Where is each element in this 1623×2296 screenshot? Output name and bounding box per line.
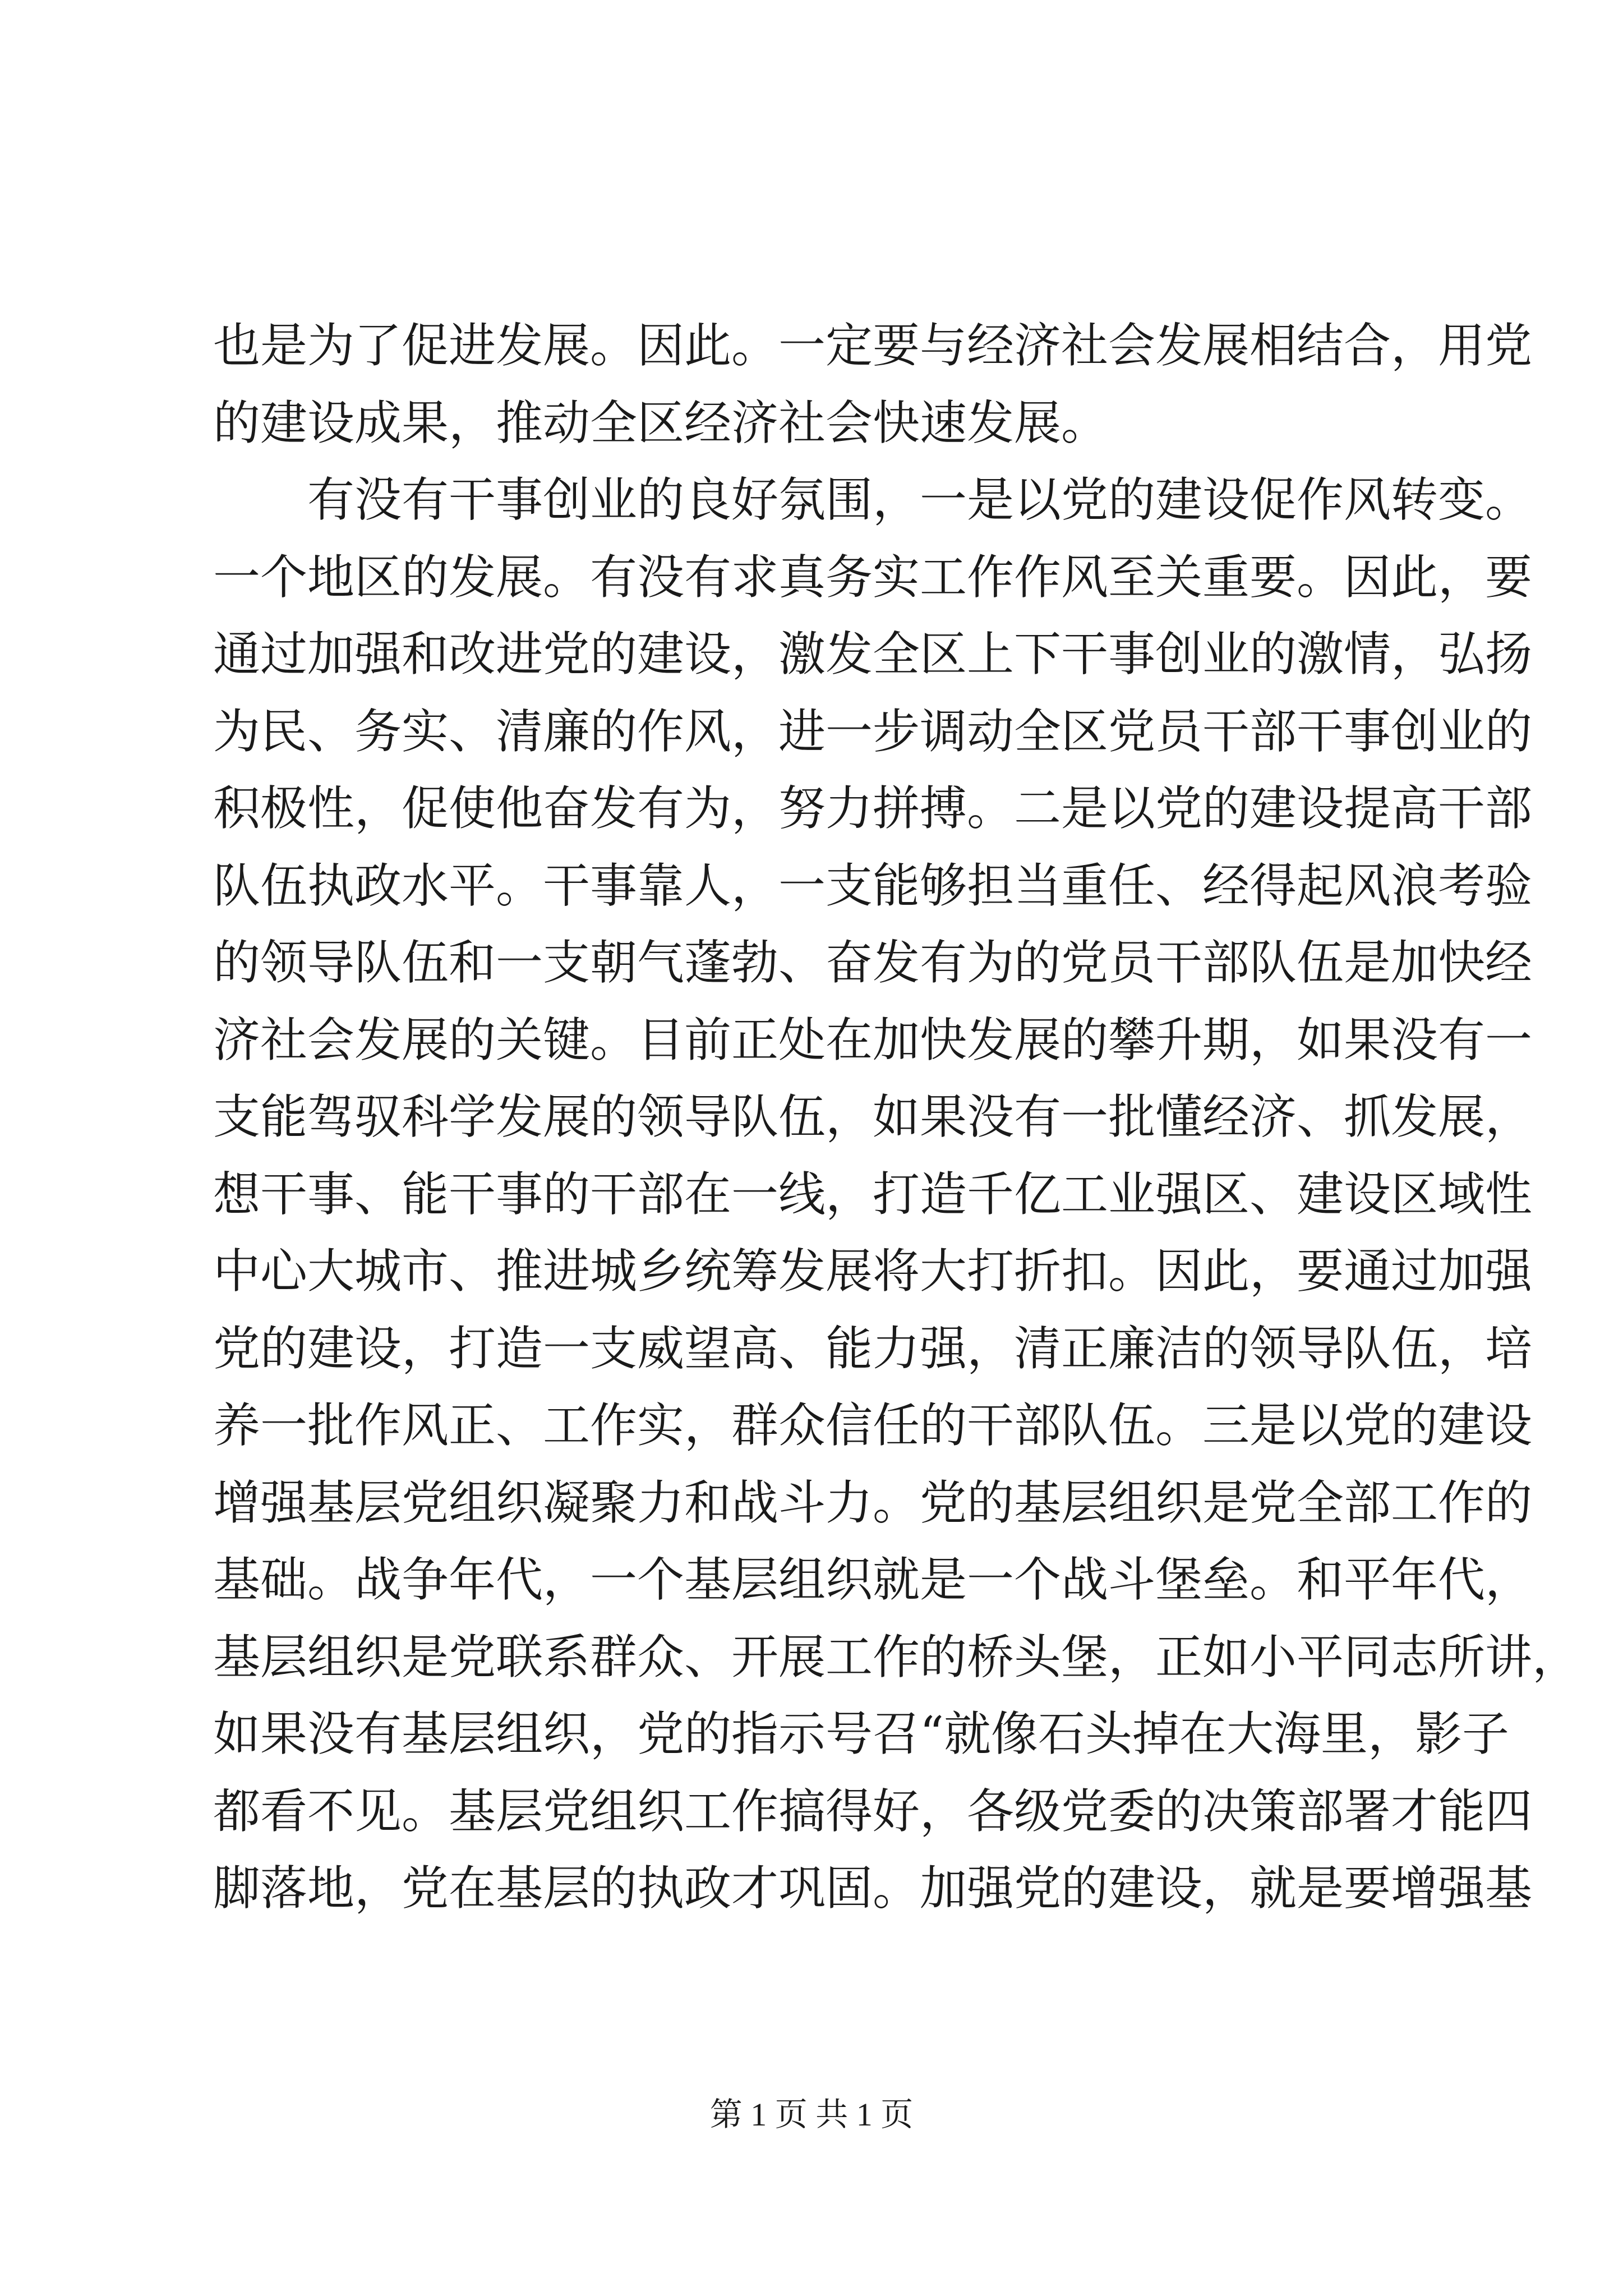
text-line: 想干事、能干事的干部在一线，打造千亿工业强区、建设区域性	[213, 1166, 1533, 1222]
text-line: 基层组织是党联系群众、开展工作的桥头堡，正如小平同志所讲，	[213, 1629, 1580, 1685]
text-line: 如果没有基层组织，党的指示号召“就像石头掉在大海里，影子	[213, 1706, 1509, 1761]
text-line: 中心大城市、推进城乡统筹发展将大打折扣。因此，要通过加强	[213, 1244, 1533, 1299]
body-text	[213, 307, 1580, 1927]
text-line: 一个地区的发展。有没有求真务实工作作风至关重要。因此，要	[213, 549, 1533, 605]
paragraph-first-line: 有没有干事创业的良好氛围，一是以党的建设促作风转变。	[213, 472, 1533, 527]
text-line: 队伍执政水平。干事靠人，一支能够担当重任、经得起风浪考验	[213, 858, 1533, 913]
text-line: 都看不见。基层党组织工作搞得好，各级党委的决策部署才能四	[213, 1783, 1533, 1839]
text-line: 也是为了促进发展。因此。一定要与经济社会发展相结合，用党	[213, 318, 1533, 373]
text-line: 支能驾驭科学发展的领导队伍，如果没有一批懂经济、抓发展，	[213, 1089, 1533, 1144]
text-line: 济社会发展的关键。目前正处在加快发展的攀升期，如果没有一	[213, 1012, 1533, 1068]
text-line: 脚落地，党在基层的执政才巩固。加强党的建设，就是要增强基	[213, 1861, 1533, 1916]
page-footer: 第 1 页 共 1 页	[709, 2096, 914, 2133]
text-line: 增强基层党组织凝聚力和战斗力。党的基层组织是党全部工作的	[213, 1475, 1533, 1530]
text-line: 养一批作风正、工作实，群众信任的干部队伍。三是以党的建设	[213, 1398, 1533, 1453]
text-line: 通过加强和改进党的建设，激发全区上下干事创业的激情，弘扬	[213, 627, 1533, 682]
text-line: 积极性，促使他奋发有为，努力拼搏。二是以党的建设提高干部	[213, 781, 1533, 836]
text-line: 的领导队伍和一支朝气蓬勃、奋发有为的党员干部队伍是加快经	[213, 935, 1533, 990]
text-line: 的建设成果，推动全区经济社会快速发展。	[213, 395, 1109, 450]
text-line: 基础。战争年代，一个基层组织就是一个战斗堡垒。和平年代，	[213, 1552, 1533, 1607]
text-line: 党的建设，打造一支威望高、能力强，清正廉洁的领导队伍，培	[213, 1320, 1533, 1376]
text-line: 为民、务实、清廉的作风，进一步调动全区党员干部干事创业的	[213, 703, 1533, 759]
